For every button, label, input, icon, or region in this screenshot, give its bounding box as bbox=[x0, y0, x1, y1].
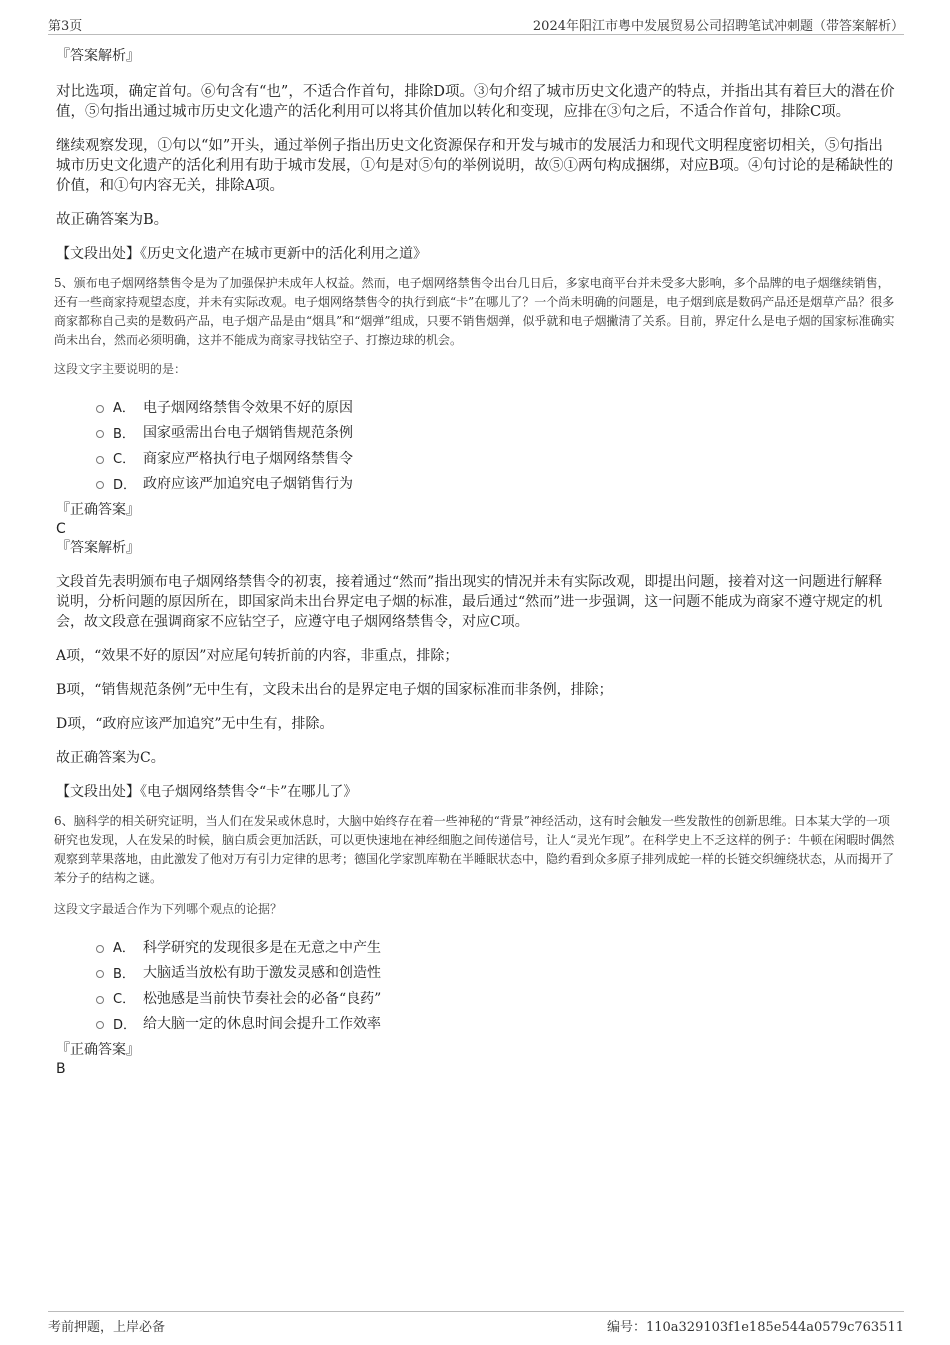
radio-icon[interactable] bbox=[96, 405, 104, 413]
text-source: 【文段出处】《电子烟网络禁售令“卡”在哪儿了》 bbox=[56, 784, 358, 800]
page-footer bbox=[48, 1311, 904, 1336]
answer-conclusion: 故正确答案为C。 bbox=[56, 750, 165, 766]
analysis-paragraph: B项，“销售规范条例”无中生有，文段未出台的是界定电子烟的国家标准而非条例，排除； bbox=[56, 682, 613, 698]
text-source: 【文段出处】《历史文化遗产在城市更新中的活化利用之道》 bbox=[56, 246, 427, 262]
correct-answer: B bbox=[56, 1061, 66, 1077]
question-text: 5、颁布电子烟网络禁售令是为了加强保护未成年人权益。然而，电子烟网络禁售令出台几日后，多家电商平台并未受多大影响，多个品牌的电子烟继续销售，还有一些商家持观望态度，并未有实际改观。电子烟网络禁售令的执行到底“卡”在哪儿了？一个尚未明确的问题是，电子烟到底是数码产品还是烟草产品？很多商家都称自己卖的是数码产品，电子烟产品是由“烟具”和“烟弹”组成，只要不销售烟弹，似乎就和电子烟撇清了关系。目前，界定什么是电子烟的国家标准确实尚未出台，然而必须明确，这并不能成为商家寻找钻空子、打擦边球的机会。 bbox=[54, 276, 895, 347]
page-header bbox=[48, 14, 904, 35]
question-text: 6、脑科学的相关研究证明，当人们在发呆或休息时，大脑中始终存在着一些神秘的“背景”神经活动，这有时会触发一些发散性的创新思维。日本某大学的一项研究也发现，人在发呆的时候，脑白质会更加活跃，可以更快速地在神经细胞之间传递信号，让人“灵光乍现”。在科学史上不乏这样的例子：牛顿在闲暇时偶然观察到苹果落地，由此激发了他对万有引力定律的思考；德国化学家凯库勒在半睡眠状态中，隐约看到众多原子排列成蛇一样的长链交织缠绕状态，从而揭开了苯分子的结构之谜。 bbox=[54, 814, 895, 885]
option-d[interactable]: D． 政府应该严加追究电子烟销售行为 bbox=[96, 471, 896, 497]
radio-icon[interactable] bbox=[96, 1021, 104, 1029]
analysis-paragraph: 对比选项，确定首句。⑥句含有“也”，不适合作首句，排除D项。③句介绍了城市历史文化遗产的特点，并指出其有着巨大的潜在价值，⑤句指出通过城市历史文化遗产的活化利用可以将其价值加以转化和变现，应排在③句之后，不适合作首句，排除C项。 bbox=[56, 84, 895, 120]
analysis-paragraph: 继续观察发现，①句以“如”开头，通过举例子指出历史文化资源保存和开发与城市的发展活力和现代文明程度密切相关，⑤句指出城市历史文化遗产的活化利用有助于城市发展，①句是对⑤句的举例说明，故⑤①两句构成捆绑，对应B项。④句讨论的是稀缺性的价值，和①句内容无关，排除A项。 bbox=[56, 138, 894, 194]
correct-answer: C bbox=[56, 521, 66, 537]
question-prompt: 这段文字最适合作为下列哪个观点的论据？ bbox=[54, 902, 283, 916]
radio-icon[interactable] bbox=[96, 996, 104, 1004]
document-content bbox=[56, 46, 896, 1078]
analysis-paragraph: 文段首先表明颁布电子烟网络禁售令的初衷，接着通过“然而”指出现实的情况并未有实际改观，即提出问题，接着对这一问题进行解释说明，分析问题的原因所在，即国家尚未出台界定电子烟的标准，最后通过“然而”进一步强调，这一问题不能成为商家不遵守规定的机会，故文段意在强调商家不应钻空子，应遵守电子烟网络禁售令，对应C项。 bbox=[56, 574, 883, 630]
correct-answer-label: 『正确答案』 bbox=[56, 502, 140, 518]
page-number: 第3页 bbox=[48, 19, 83, 34]
document-code: 编号：110a329103f1e185e544a0579c763511 bbox=[606, 1320, 904, 1335]
option-a[interactable]: A． 科学研究的发现很多是在无意之中产生 bbox=[96, 934, 896, 960]
radio-icon[interactable] bbox=[96, 430, 104, 438]
document-title: 2024年阳江市粤中发展贸易公司招聘笔试冲刺题（带答案解析） bbox=[532, 19, 904, 34]
correct-answer-label: 『正确答案』 bbox=[56, 1042, 140, 1058]
option-c[interactable]: C． 商家应严格执行电子烟网络禁售令 bbox=[96, 445, 896, 471]
option-c[interactable]: C． 松弛感是当前快节奏社会的必备“良药” bbox=[96, 985, 896, 1011]
option-b[interactable]: B． 国家亟需出台电子烟销售规范条例 bbox=[96, 420, 896, 446]
options-list bbox=[96, 934, 896, 1036]
radio-icon[interactable] bbox=[96, 456, 104, 464]
analysis-label: 『答案解析』 bbox=[56, 540, 140, 556]
option-b[interactable]: B． 大脑适当放松有助于激发灵感和创造性 bbox=[96, 960, 896, 986]
options-list bbox=[96, 394, 896, 496]
analysis-paragraph: A项，“效果不好的原因”对应尾句转折前的内容，非重点，排除； bbox=[56, 648, 459, 664]
option-d[interactable]: D． 给大脑一定的休息时间会提升工作效率 bbox=[96, 1011, 896, 1037]
radio-icon[interactable] bbox=[96, 945, 104, 953]
radio-icon[interactable] bbox=[96, 481, 104, 489]
analysis-paragraph: D项，“政府应该严加追究”无中生有，排除。 bbox=[56, 716, 334, 732]
answer-conclusion: 故正确答案为B。 bbox=[56, 212, 169, 228]
footer-slogan: 考前押题，上岸必备 bbox=[48, 1320, 166, 1335]
question-prompt: 这段文字主要说明的是： bbox=[54, 362, 187, 376]
radio-icon[interactable] bbox=[96, 970, 104, 978]
option-a[interactable]: A． 电子烟网络禁售令效果不好的原因 bbox=[96, 394, 896, 420]
analysis-label: 『答案解析』 bbox=[56, 48, 140, 64]
